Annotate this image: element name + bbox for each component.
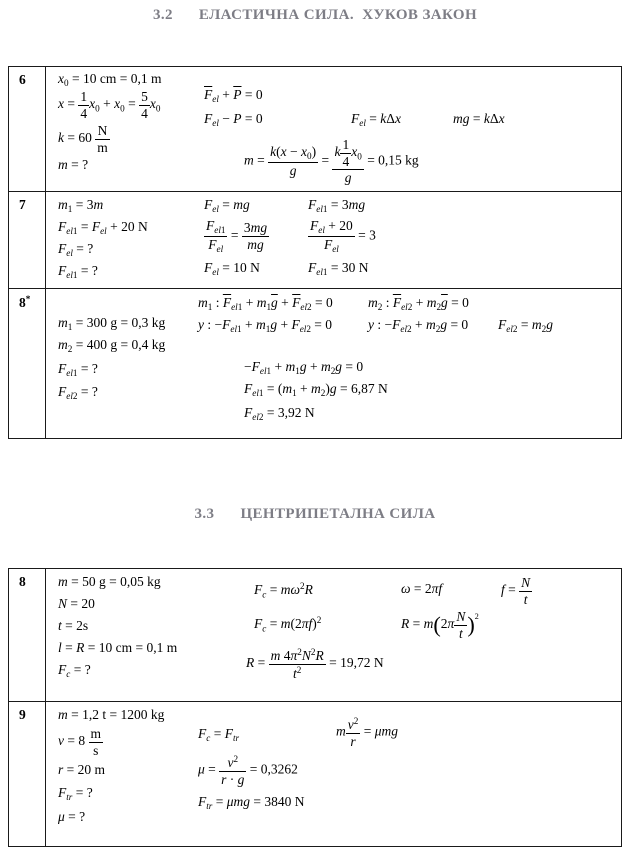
problem-9-solution-2: m $\frac{v^2}{r}$ = μmg <box>336 716 398 749</box>
problem-7-content <box>46 192 621 288</box>
problem-8s-given-1: $m_1 = 300$ g = 0,3 kg <box>58 315 166 333</box>
problem-7-given-4: $F_{el1}$ = ? <box>58 263 98 281</box>
table-centripetal-force <box>8 568 622 847</box>
problem-9-given-1: m = 1,2 t = 1200 kg <box>58 707 165 722</box>
problem-9-solution-1: $F_c = F_{tr}$ <box>198 726 240 744</box>
problem-6-solution-1: $\overline{F}_{el} + \overline{P} = 0$ <box>204 87 263 105</box>
problem-number: 8* <box>9 289 46 438</box>
problem-6-solution-3: $F_{el} = k\Delta x$ <box>351 111 401 129</box>
table-row-problem-8 <box>9 569 621 701</box>
problem-7-given-1: $m_1 = 3m$ <box>58 197 104 215</box>
section-3-2-title <box>0 7 630 24</box>
problem-8s-solution-3: $m_2$ : $\overline{F}_{el2} + m_2\overline{g} = 0$ <box>368 295 469 313</box>
problem-8-content <box>46 569 621 701</box>
problem-7-given-2: $F_{el1} = F_{el} + 20$ N <box>58 219 148 237</box>
problem-9-given-4: $F_{tr}$ = ? <box>58 785 93 803</box>
problem-6-solution-4: mg = kΔx <box>453 111 505 126</box>
problem-8s-solution-6: $-F_{el1} + m_1g + m_2g = 0$ <box>244 359 364 377</box>
table-row-problem-7 <box>9 191 621 288</box>
problem-8s-solution-8: $F_{el2} = 3,92$ N <box>244 405 315 423</box>
problem-9-content <box>46 702 621 846</box>
problem-number: 7 <box>9 192 46 288</box>
section-title-text: ЦЕНТРИПЕТАЛНА СИЛА <box>240 506 436 522</box>
problem-8s-solution-4: y : $-F_{el2} + m_2g = 0$ <box>368 317 469 335</box>
problem-9-given-2: v = 8 $\frac{m}{s}$ <box>58 726 102 758</box>
problem-6-given-4: m = ? <box>58 157 89 172</box>
section-number: 3.2 <box>152 7 173 23</box>
problem-6-given-2: x = $\frac{1}{4}$ $x_0 + x_0$ = $\frac{5}{4}$ $x_0$ <box>58 89 161 121</box>
problem-8s-solution-7: $F_{el1} = (m_1 + m_2)g = 6,87$ N <box>244 381 388 399</box>
problem-6-solution-2: $F_{el} - P = 0$ <box>204 111 263 129</box>
problem-8-given-2: N = 20 <box>58 596 95 611</box>
section-3-3-title <box>0 506 630 523</box>
problem-9-given-3: r = 20 m <box>58 762 106 777</box>
problem-8-solution-6: R = $\frac{m 4\pi^2N^2R}{t^2}$ = 19,72 N <box>246 647 384 681</box>
problem-6-given-3: k = 60 $\frac{N}{m}$ <box>58 123 108 155</box>
problem-8s-given-2: $m_2 = 400$ g = 0,4 kg <box>58 337 166 355</box>
problem-7-solution-1: $F_{el}$ = mg <box>204 197 250 215</box>
problem-8-solution-5: R = m(2π $\frac{N}{t}$ )$^2$ <box>401 609 479 641</box>
problem-8-given-4: l = R = 10 cm = 0,1 m <box>58 640 178 655</box>
problem-6-solution-5: m = $\frac{k(x - x_0)}{g}$ = k $\frac{1}{4}$ $x_0$ g = 0,15 kg <box>244 137 419 186</box>
table-row-problem-6 <box>9 67 621 191</box>
problem-7-solution-4: $F_{el1} = 3mg$ <box>308 197 366 215</box>
problem-8s-given-3: $F_{el1}$ = ? <box>58 361 98 379</box>
problem-7-solution-6: $F_{el1} = 30$ N <box>308 260 369 278</box>
table-row-problem-8-star <box>9 288 621 438</box>
problem-8s-given-4: $F_{el2}$ = ? <box>58 384 98 402</box>
table-row-problem-9 <box>9 701 621 846</box>
problem-8-given-3: t = 2s <box>58 618 89 633</box>
problem-8-solution-1: $F_c = m\omega^2R$ <box>254 581 313 600</box>
problem-number: 8 <box>9 569 46 701</box>
problem-8-solution-3: f = $\frac{N}{t}$ <box>501 575 531 607</box>
problem-9-given-5: μ = ? <box>58 809 86 824</box>
problem-7-solution-5: $F_{el} + 20$ $F_{el}$ = 3 <box>310 218 376 254</box>
problem-8s-solution-5: $F_{el2} = m_2g$ <box>498 317 553 335</box>
problem-8-given-1: m = 50 g = 0,05 kg <box>58 574 161 589</box>
problem-8s-solution-2: y : $-F_{el1} + m_1g + F_{el2} = 0$ <box>198 317 333 335</box>
section-title-text: ЕЛАСТИЧНА СИЛА. ХУКОВ ЗАКОН <box>198 7 478 23</box>
problem-8-solution-4: $F_c = m(2\pi f)^2$ <box>254 615 322 634</box>
problem-number: 6 <box>9 67 46 191</box>
problem-8-star-content <box>46 289 621 438</box>
problem-6-given-1: $x_0 = 10$ cm = 0,1 m <box>58 71 162 89</box>
problem-7-given-3: $F_{el}$ = ? <box>58 241 94 259</box>
problem-8s-solution-1: $m_1$ : $\overline{F}_{el1} + m_1\overline{g} + \overline{F}_{el2} = 0$ <box>198 295 333 313</box>
problem-9-solution-4: $F_{tr} = \mu mg = 3840$ N <box>198 794 305 812</box>
table-elastic-force <box>8 66 622 439</box>
problem-7-solution-2: $F_{el1}$ $F_{el}$ = $\frac{3mg}{mg}$ <box>206 218 268 254</box>
problem-7-solution-3: $F_{el} = 10$ N <box>204 260 260 278</box>
problem-9-solution-3: μ = $\frac{v^2}{r \cdot g}$ = 0,3262 <box>198 754 298 787</box>
problem-8-solution-2: ω = 2πf <box>401 581 443 596</box>
section-number: 3.3 <box>194 506 215 522</box>
problem-number: 9 <box>9 702 46 846</box>
problem-6-content <box>46 67 621 191</box>
problem-8-given-5: $F_c$ = ? <box>58 662 91 680</box>
